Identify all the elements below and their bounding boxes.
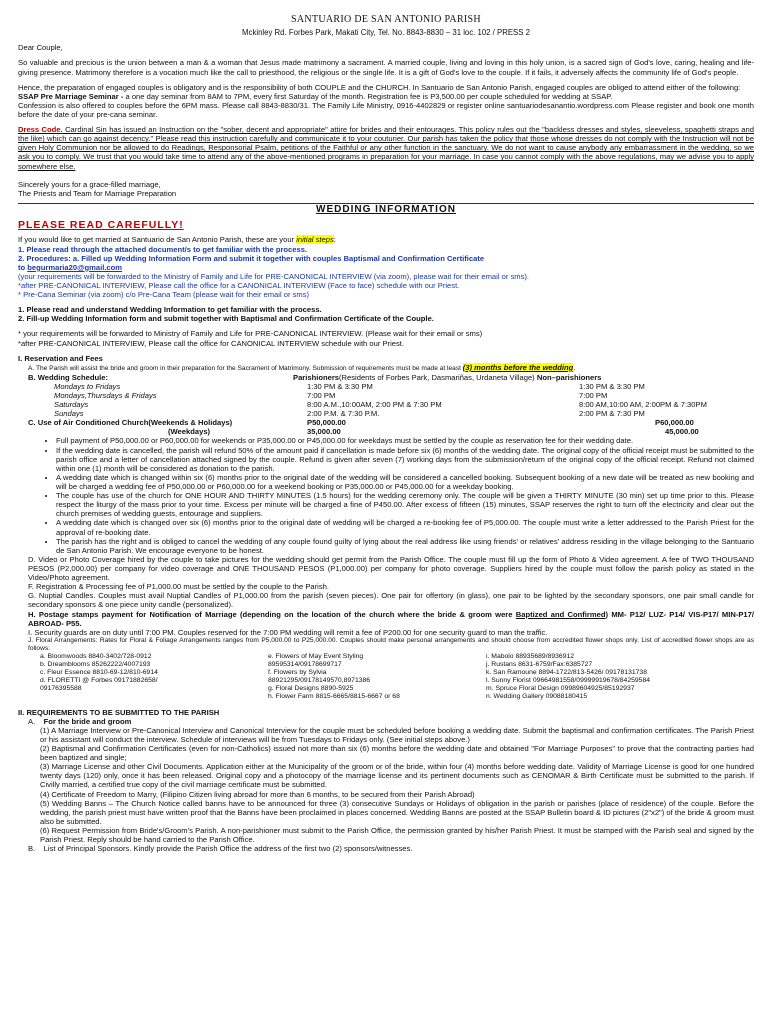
section-1-a: A. The Parish will assist the bride and groom in their preparation for the Sacrament of Matrimony. Submission of requirements must be made at least (3) months before the wedding. [28,362,576,372]
confession-line: Confession is also offered to couples before the 6PM mass. Please call 8843-8830/31. The Family Life Ministry, 0916-4402829 or register online santuariodesanantio.wordpress.com Please register and book one month before the date of your pre-cana seminar. [18,100,754,119]
list-item: (2) Baptismal and Confirmation Certificates (even for non-Catholics) issued not more than six (6) months before the wedding date and obtained "For Marriage Purposes" to prove that the contracting parties had been baptized and single; [40,744,754,763]
schedule-rows [18,382,754,418]
schedule-row [18,400,754,409]
schedule-day: Mondays,Thursdays & Fridays [54,390,157,400]
closing-line-1: Sincerely yours for a grace-filled marriage, [18,179,161,189]
note-3: * Pre-Cana Seminar (via zoom) c/o Pre-Cana Team (please wait for their email or sms) [18,290,310,300]
schedule-day: Mondays to Fridays [54,381,121,391]
initial-steps-intro: If you would like to get married at Santuario de San Antonio Parish, these are your initial steps: [18,235,336,245]
section-2-heading: II. REQUIREMENTS TO BE SUBMITTED TO THE PARISH [18,707,220,717]
video-photo-coverage: D. Video or Photo Coverage hired by the couple to take pictures for the wedding should get permit from the Parish Office. The couple must fill up the form of Photo & Video agreement. A fee of TWO THOUSAND PESOS (P2,000.00) per company for video coverage and ONE THOUSAND PESOS (P1,000.00) per company for photo coverage. Suppliers hired by the couple must follow the parish policy as stated in the Video/Photo agreement. [28,554,754,583]
salutation: Dear Couple, [18,43,63,53]
ssap-seminar-line [18,92,754,101]
florist-entry: g. Floral Designs 8890-5925 [268,685,354,693]
schedule-day: Saturdays [54,400,89,410]
list-item: • A wedding date which is changed over six (6) months prior to the original date of wedding will be charged a re-booking fee of P5,000.00. The couple must write a letter addressed to the Parish Priest for the approval of re-booking date. [56,518,754,536]
aircon-parishioner-fee: P50,000.00 [307,418,346,428]
list-item: (4) Certificate of Freedom to Marry, (Filipino Citizen living abroad for more than 6 months, to be secured from their Parish Abroad) [40,789,475,799]
email-link[interactable]: begurmaria20@gmail.com [27,262,123,272]
list-item: (5) Wedding Banns – The Church Notice called banns have to be announced for three (3) consecutive Sundays or Holidays of obligation in the parish or parishes (place of residence) of the couple. Before the wedding, the parish priest must have written proof that the Banns have been proclaimed in places concerned. Wedding Banns are posted at the SSAP Bulletin board & ID pictures (2"x2") of the bride & groom must also be submitted. [40,798,754,826]
note-2: *after PRE-CANONICAL INTERVIEW, Please call the office for a CANONICAL INTERVIEW (Face to face) schedule with our Priest. [18,281,460,291]
intro-text: If you would like to get married at Santuario de San Antonio Parish, these are your [18,235,297,245]
list-item: (3) Marriage License and other Civil Documents. Application either at the Municipality of the groom or of the bride, within four (4) months before wedding date. Validity of Marriage License is good for one hundred twenty days (120) only, once it has been released. Original copy and a photocopy of the marriage license and its pertinent documents such as CENOMAR & Birth Certificate must be submitted to the parish. If Civilly married, a certified true copy of the civil marriage certificate must be submitted. [40,762,754,790]
schedule-parishioner-time: 7:00 PM [307,390,336,400]
florist-entry: k. San Ramoune 8894-1722/813-5426/ 09178131738 [486,668,647,676]
section-1-a-text: A. The Parish will assist the bride and groom in their preparation for the Sacrament of Matrimony. Submission of requirements must be made at least [28,364,463,372]
step-2-email-line [18,263,754,272]
weekday-parishioner-fee: 35,000.00 [307,427,341,437]
schedule-parishioner-time: 2:00 P.M. & 7:30 P.M. [307,409,380,419]
initial-steps-highlight: initial steps [296,235,334,245]
florist-entry: c. Fleur Essence 8810-69-12/810-6914 [40,668,158,676]
dress-code-label: Dress Code. [18,125,63,135]
schedule-non-parishioner-time: 8:00 AM,10:00 AM, 2:00PM & 7:30PM [579,400,707,410]
note-1: (your requirements will be forwarded to the Ministry of Family and Life for PRE-CANONICAL INTERVIEW (via zoom), please wait for their email or sms). [18,271,530,281]
fee-policy-list [18,436,754,554]
florist-list [18,653,754,702]
schedule-day: Sundays [54,409,84,419]
nuptial-candles: G. Nuptial Candles. Couples must avail Nuptial Candles of P1,000.00 from the parish (seven pieces). One pair for offertory (in glass), one pair to be lighted by the secondary sponsors, one pair small candle for secondary sponsors & one piece unity candle (personalized). [28,591,754,610]
schedule-non-parishioner-time: 1:30 PM & 3:30 PM [579,381,645,391]
florist-entry: j. Rustans 8631-6759/Fax:6385727 [486,660,593,668]
floral-arrangements: J. Floral Arrangements: Rates for Floral & Foliage Arrangements ranges from P5,000.00 to P25,000.00. Couples should make personal arrangements and should choose from accredited flower shops only. List of accredited flower shops are as follows: [28,636,754,652]
list-item: • The parish has the right and is obliged to cancel the wedding of any couple found guilty of lying about the real address like using friends' or relatives' address residing in the village belonging to the Santuario de San Antonio Parish. We encourage everyone to be honest. [56,537,754,555]
parishioners-note: (Residents of Forbes Park, Dasmariñas, Urdaneta Village) [339,372,535,382]
three-months-highlight: (3) months before the wedding [462,362,574,372]
florist-entry: f. Flowers by Sylvia [268,668,327,676]
document-page [18,14,754,853]
section-2-a-title: For the bride and groom [43,716,132,726]
step-1: 1. Please read through the attached document/s to get familiar with the process. [18,244,308,254]
schedule-row [18,409,754,418]
schedule-non-parishioner-time: 2:00 PM & 7:30 PM [579,409,645,419]
aircon-fee-row [18,418,754,427]
list-item: • The couple has use of the church for ONE HOUR AND THIRTY MINUTES (1.5 hours) for the wedding ceremony only. The couple will be given a THIRTY MINUTE (30 min) set up time prior to this. Please respect the liturgy of the mass prior to your time. Excess per minute will be charged a fine of P450.00. After excess of fifteen (15) minutes, SSAP reserves the right to turn off the electricity and clear out the church premises of wedding guests, entourage and suppliers. [56,491,754,518]
list-item: • Full payment of P50,000.00 or P60,000.00 for weekends or P35,000.00 or P45,000.00 for weekdays must be settled by the couple as reservation fee for their wedding date. [56,436,754,445]
to-label: to [18,262,28,272]
section-2-b [18,844,754,853]
list-item: • A wedding date which is changed within six (6) months prior to the original date of the wedding will be considered a cancelled booking. Subsequent booking of a new date will be treated as new booking and will be charged a wedding fee of P50,000.00 or P60,000.00 for a weekend booking or P35,000.00 or P45,000.00 for a weekday booking. [56,473,754,491]
section-1-heading: I. Reservation and Fees [18,353,103,363]
weekday-fee-row [18,427,754,436]
schedule-row [18,382,754,391]
postage-stamps [18,610,754,628]
wedding-information-title: WEDDING INFORMATION [316,203,456,215]
florist-entry: a. Bloomwoods 8840-3402/728-0912 [40,652,152,660]
postage-text-b: ) MM- P12/ LUZ- P14/ VIS-P17/ MIN-P17/ ABROAD- P55. [28,609,754,628]
florist-entry: 89595314/09178699717 [268,660,342,668]
wedding-schedule-label: B. Wedding Schedule: [28,372,109,382]
alt-step-2: 2. Fill-up Wedding Information form and submit together with Baptismal and Confirmation Certificate of the Couple. [18,314,434,324]
list-item: • If the wedding date is cancelled, the parish will refund 50% of the amount paid if cancellation is made before six (6) months of the wedding date. The original copy of the official receipt must be submitted to the parish office and a letter of cancellation attached signed by the couple. Refund is given after seven (7) working days from the submission/return of the original copy of the official receipt. Refund not claimed within one (1) month will be considered as donation to the parish. [56,446,754,473]
florist-entry: 88921295/09178149570,8971386 [268,677,371,685]
florist-entry [40,693,268,701]
section-2-b-label: B. [28,844,36,854]
schedule-header-row [18,373,754,382]
weekday-non-parishioner-fee: 45,000.00 [665,427,699,437]
non-parishioners-label: Non–parishioners [536,372,602,382]
section-2-b-text: List of Principal Sponsors. Kindly provide the Parish Office the address of the first two (2) sponsors/witnesses. [43,844,413,854]
florist-entry: 09176395588 [40,685,82,693]
requirements-list [18,726,754,844]
weekday-label: (Weekdays) [168,427,211,437]
postage-text-a: H. Postage stamps payment for Notification of Marriage (depending on the location of the church where the bride & groom were [28,609,516,619]
ssap-seminar-text: a one day seminar from 8AM to 7PM, every first Saturday of the month. Registration fee is P3,500.00 per couple scheduled for wedding at SSAP. [123,91,613,101]
alt-note-2: *after PRE-CANONICAL INTERVIEW, Please call the office for CANONICAL INTERVIEW schedule with our Priest. [18,338,405,348]
list-item: (1) A Marriage Interview or Pre-Canonical Interview and Canonical Interview for the couple must be scheduled before booking a wedding date. Submit the baptismal and confirmation certificates. The Parish Priest or his assistant will conduct the interview. Schedule of interviews will be from Tuesdays to Fridays only. (See initial steps above.) [40,725,754,744]
parish-title: SANTUARIO DE SAN ANTONIO PARISH [291,14,481,25]
alt-note-1: * your requirements will be forwarded to Ministry of Family and Life for PRE-CANONICAL INTERVIEW. (Please wait for their email or sms) [18,329,483,339]
dress-code-text: Cardinal Sin has issued an Instruction on the "sober, decent and appropriate" attire for brides and their entourages. This policy rules out the "backless dresses and styles, sleeveless, spaghetti straps and the like) which can go against decency." Please read this instruction carefully and communicate it to your couturier. Our parish has taken the policy that those whose dresses do not comply with the Instruction will not be given Holy Communion nor be allowed to do Readings, Responsorial Psalm, petitions of the Faithful or any other function in the sanctuary. We do not want to cause anybody any embarrassment in the wedding, so we ask you to comply. We trust that you would take time to attend any of the above-mentioned programs in preparation for your marriage. In case you cannot comply with the above regulations, may we advise you to apply somewhere else. [18,125,754,171]
dress-code-paragraph [18,125,754,171]
aircon-non-parishioner-fee: P60,000.00 [655,418,694,428]
florist-entry: b. Dreamblooms 85262222/4007193 [40,660,151,668]
schedule-parishioner-time: 1:30 PM & 3:30 PM [307,381,373,391]
postage-underlined: Baptized and Confirmed [515,609,606,619]
parish-address: Mckinley Rd. Forbes Park, Makati City, Tel. No. 8843-8830 – 31 loc. 102 / PRESS 2 [242,28,530,37]
florist-entry: m. Spruce Floral Design 09989604925/85192937 [486,685,635,693]
please-read-heading: PLEASE READ CAREFULLY! [18,218,184,231]
schedule-row [18,391,754,400]
section-2-a-label: A. [28,716,36,726]
closing-line-2: The Priests and Team for Marriage Preparation [18,188,177,198]
schedule-parishioner-time: 8:00 A.M.,10:00AM, 2:00 PM & 7:30 PM [307,400,442,410]
list-item: (6) Request Permission from Bride's/Groom's Parish. A non-parishioner must submit to the Parish Office, the permission granted by his/her Parish Priest. It must be stamped with the Parish seal and signed by the Parish Priest. Reply should be hand carried to the Parish Office. [40,826,754,845]
florist-entry: h. Flower Farm 8815-6665/8815-6667 or 68 [268,693,400,701]
ssap-seminar-label: SSAP Pre Marriage Seminar - [18,91,124,101]
aircon-label: C. Use of Air Conditioned Church(Weekends & Holidays) [28,418,233,428]
security-guards: I. Security guards are on duty until 7:00 PM. Couples reserved for the 7:00 PM wedding will remit a fee of P200.00 for one security guard to man the traffic. [28,627,548,637]
section-2-a-heading [18,717,754,726]
registration-fee: F. Registration & Processing fee of P1,000.00 must be settled by the couple to the Parish. [28,582,329,592]
alt-step-1: 1. Please read and understand Wedding Information to get familiar with the process. [18,305,322,315]
florist-entry: e. Flowers of May Event Styling [268,652,364,660]
step-2: 2. Procedures: a. Filled up Wedding Information Form and submit it together with couples Baptismal and Confirmation Certificate [18,253,485,263]
letter-paragraph-2: Hence, the preparation of engaged couples is obligatory and is the responsibility of both COUPLE and the CHURCH. In Santuario de San Antonio Parish, engaged couples are obliged to attend either of the following: [18,82,741,92]
parishioners-label: Parishioners [293,372,340,382]
schedule-non-parishioner-time: 7:00 PM [579,390,608,400]
florist-entry: i. Mabolo 88935689/8936912 [486,652,575,660]
florist-entry: d. FLORETTI @ Forbes 09171882658/ [40,677,158,685]
florist-entry: l. Sunny Florist 09664981558/09999919678/84259584 [486,677,651,685]
florist-entry: n. Wedding Gallery 09088180415 [486,693,588,701]
letter-paragraph-1: So valuable and precious is the union between a man & a woman that Jesus made matrimony a sacrament. A married couple, living and loving in this holy union, is a sacred sign of God's love, caring, healing and life-giving presence. Matrimony therefore is a vocation much like the call to priesthood, the religious or the single life. It is a gift of God's love to the couple. If it fails, it adversely affects the community life of God's people. [18,58,754,77]
